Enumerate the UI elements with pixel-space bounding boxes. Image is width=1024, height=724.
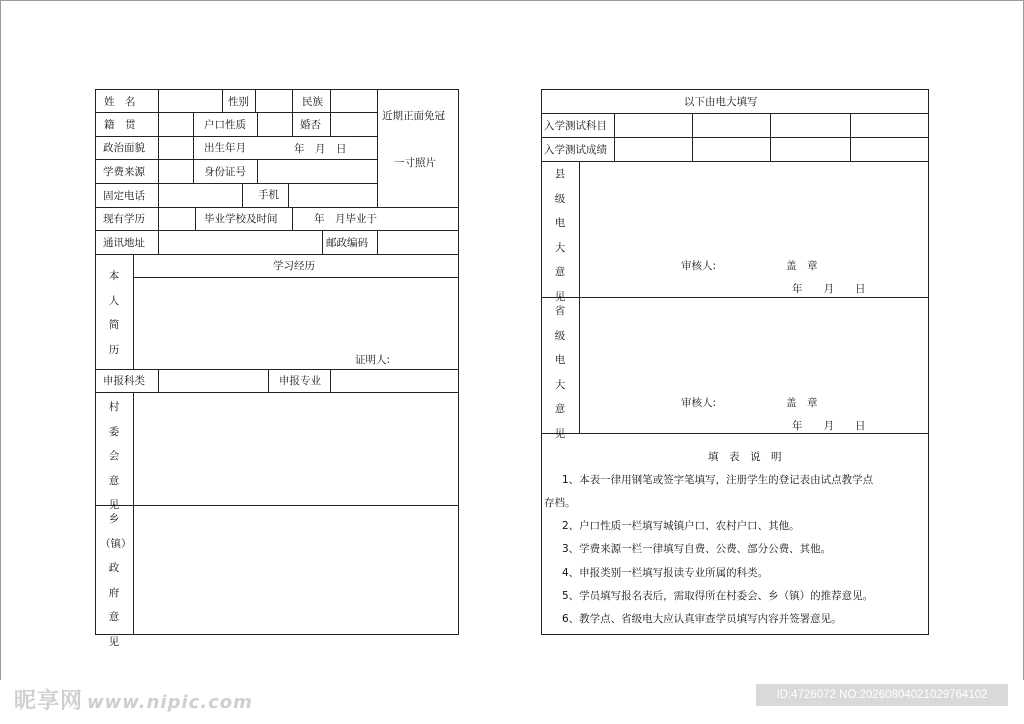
instruction-item: 3、学费来源一栏一律填写自费、公费、部分公费、其他。 <box>562 543 832 555</box>
native-place-label: 籍 贯 <box>104 119 136 131</box>
name-label: 姓 名 <box>104 96 136 108</box>
hukou-type-label: 户口性质 <box>204 119 246 131</box>
site-name: 昵享网 <box>14 689 84 714</box>
landline-label: 固定电话 <box>103 190 145 202</box>
county-opinion-vertical-label: 县 级 电 大 意 见 <box>554 168 566 303</box>
site-watermark <box>14 684 253 715</box>
school-time-label: 毕业学校及时间 <box>204 213 278 225</box>
id-number-label: 身份证号 <box>204 166 246 178</box>
province-opinion-vertical-label: 省 级 电 大 意 见 <box>554 305 566 440</box>
ethnicity-label: 民族 <box>302 96 323 108</box>
instruction-item: 2、户口性质一栏填写城镇户口、农村户口、其他。 <box>562 520 800 532</box>
tuition-source-label: 学费来源 <box>103 166 145 178</box>
instructions-title: 填 表 说 明 <box>708 451 782 463</box>
image-id-badge: ID:4726072 NO:20260804021029764102 <box>756 684 1008 706</box>
photo-area[interactable] <box>378 90 458 206</box>
graduate-value: 年 月毕业于 <box>314 213 377 225</box>
entrance-score-label: 入学测试成绩 <box>544 144 607 156</box>
apply-category-label: 申报科类 <box>103 375 145 387</box>
witness-label: 证明人: <box>355 354 391 366</box>
county-seal-label: 盖 章 <box>786 260 818 272</box>
education-label: 现有学历 <box>103 213 145 225</box>
postcode-label: 邮政编码 <box>326 237 368 249</box>
resume-vertical-label: 本 人 简 历 <box>108 270 120 356</box>
province-reviewer-label: 审核人: <box>681 397 717 409</box>
county-reviewer-label: 审核人: <box>681 260 717 272</box>
gender-label: 性别 <box>228 96 249 108</box>
instruction-item: 5、学员填写报名表后，需取得所在村委会、乡（镇）的推荐意见。 <box>562 590 874 602</box>
instruction-item: 4、申报类别一栏填写报读专业所属的科类。 <box>562 567 769 579</box>
apply-major-label: 申报专业 <box>279 375 321 387</box>
address-label: 通讯地址 <box>103 237 145 249</box>
political-status-label: 政治面貌 <box>103 142 145 154</box>
entrance-subject-label: 入学测试科目 <box>544 120 607 132</box>
study-history-label: 学习经历 <box>273 260 315 272</box>
birth-date-value: 年 月 日 <box>294 143 347 155</box>
site-url: www.nipic.com <box>87 692 253 713</box>
province-seal-label: 盖 章 <box>786 397 818 409</box>
university-section-header: 以下由电大填写 <box>684 96 758 108</box>
photo-hint-line2: 一寸照片 <box>394 157 436 169</box>
village-committee-vertical-label: 村 委 会 意 见 <box>108 401 120 511</box>
township-vertical-label: 乡 （镇） 政 府 意 见 <box>100 513 132 648</box>
mobile-label: 手机 <box>258 189 279 201</box>
province-date-label: 年 月 日 <box>792 420 866 432</box>
instruction-item: 1、本表一律用钢笔或签字笔填写，注册学生的登记表由试点教学点 <box>562 474 874 486</box>
photo-hint-line1: 近期正面免冠 <box>382 110 445 122</box>
county-date-label: 年 月 日 <box>792 283 866 295</box>
instruction-item: 6、教学点、省级电大应认真审查学员填写内容并签署意见。 <box>562 613 842 625</box>
instruction-item: 存档。 <box>544 497 576 509</box>
birth-date-label: 出生年月 <box>204 142 246 154</box>
marital-status-label: 婚否 <box>300 119 321 131</box>
